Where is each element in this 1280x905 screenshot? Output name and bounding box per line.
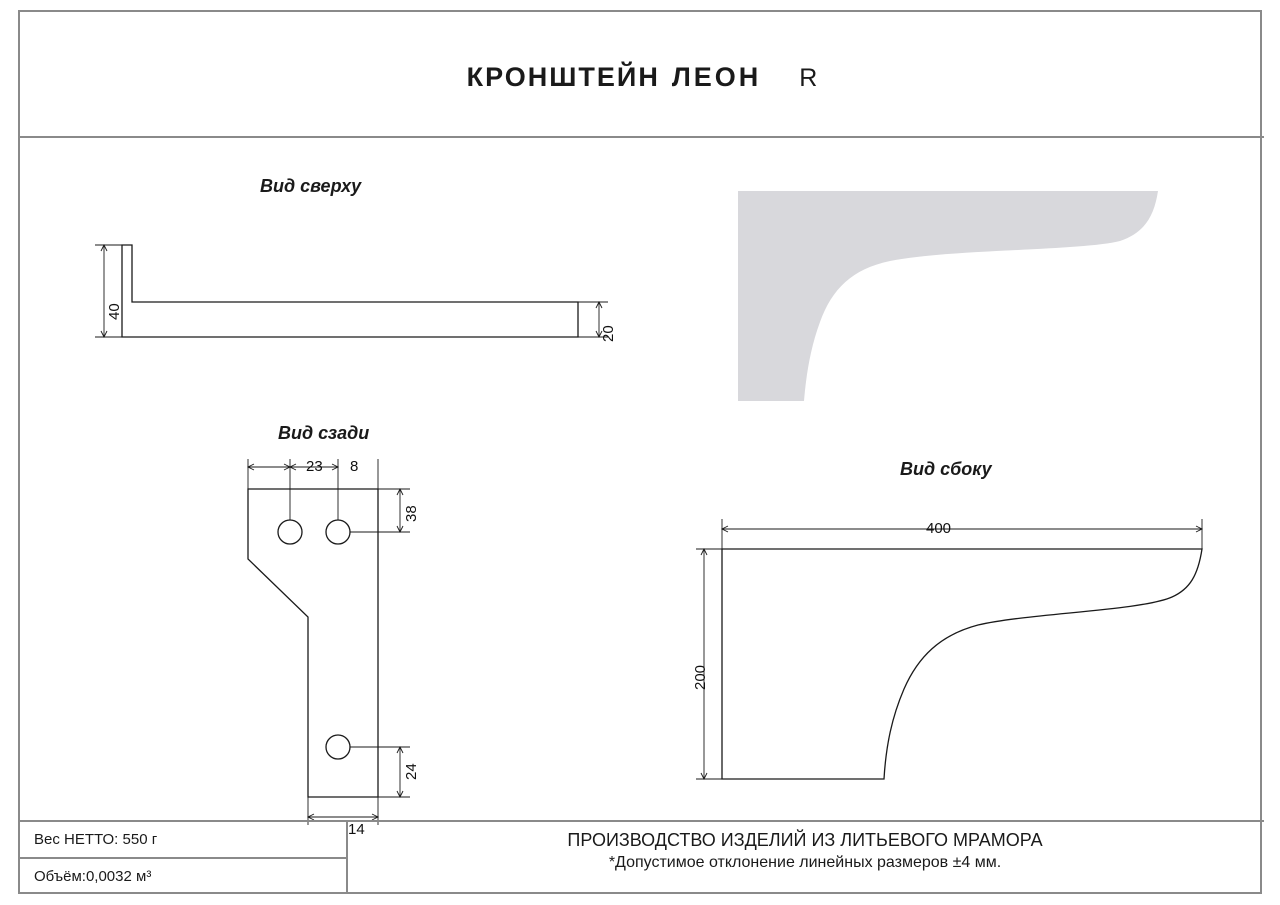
- company-line: ПРОИЗВОДСТВО ИЗДЕЛИЙ ИЗ ЛИТЬЕВОГО МРАМОРА: [567, 830, 1043, 850]
- title-block-left: [20, 822, 348, 892]
- volume: Объём:0,0032 м³: [34, 868, 152, 885]
- dim-back-23: 23: [306, 458, 323, 475]
- top-view-drawing: [75, 227, 635, 387]
- dim-back-24: 24: [403, 763, 420, 780]
- side-view-drawing: [710, 517, 1220, 807]
- netto-weight: Вес НЕТТО: 550 г: [20, 822, 346, 859]
- title-model: ЛЕОН: [671, 62, 762, 92]
- dim-top-40: 40: [106, 303, 123, 320]
- dim-back-38: 38: [403, 505, 420, 522]
- dim-back-14: 14: [348, 821, 365, 838]
- title-suffix: R: [799, 64, 818, 92]
- title-divider: [20, 136, 1264, 138]
- dim-side-400: 400: [926, 520, 952, 537]
- title-block-right: [348, 822, 1262, 892]
- label-top-view: Вид сверху: [260, 176, 362, 196]
- dim-side-200: 200: [692, 664, 709, 690]
- drawing-sheet: [18, 10, 1262, 894]
- dim-top-20: 20: [600, 325, 617, 342]
- page-title: [20, 62, 1264, 93]
- tolerance-note: *Допустимое отклонение линейных размеров ±4 мм.: [608, 854, 1002, 871]
- bracket-3d-render: [720, 177, 1190, 417]
- title-main: КРОНШТЕЙН: [466, 62, 660, 92]
- label-side-view: Вид сбоку: [900, 459, 992, 479]
- title-block: [20, 820, 1264, 892]
- label-back-view: Вид сзади: [278, 423, 370, 443]
- dim-back-8: 8: [350, 458, 359, 475]
